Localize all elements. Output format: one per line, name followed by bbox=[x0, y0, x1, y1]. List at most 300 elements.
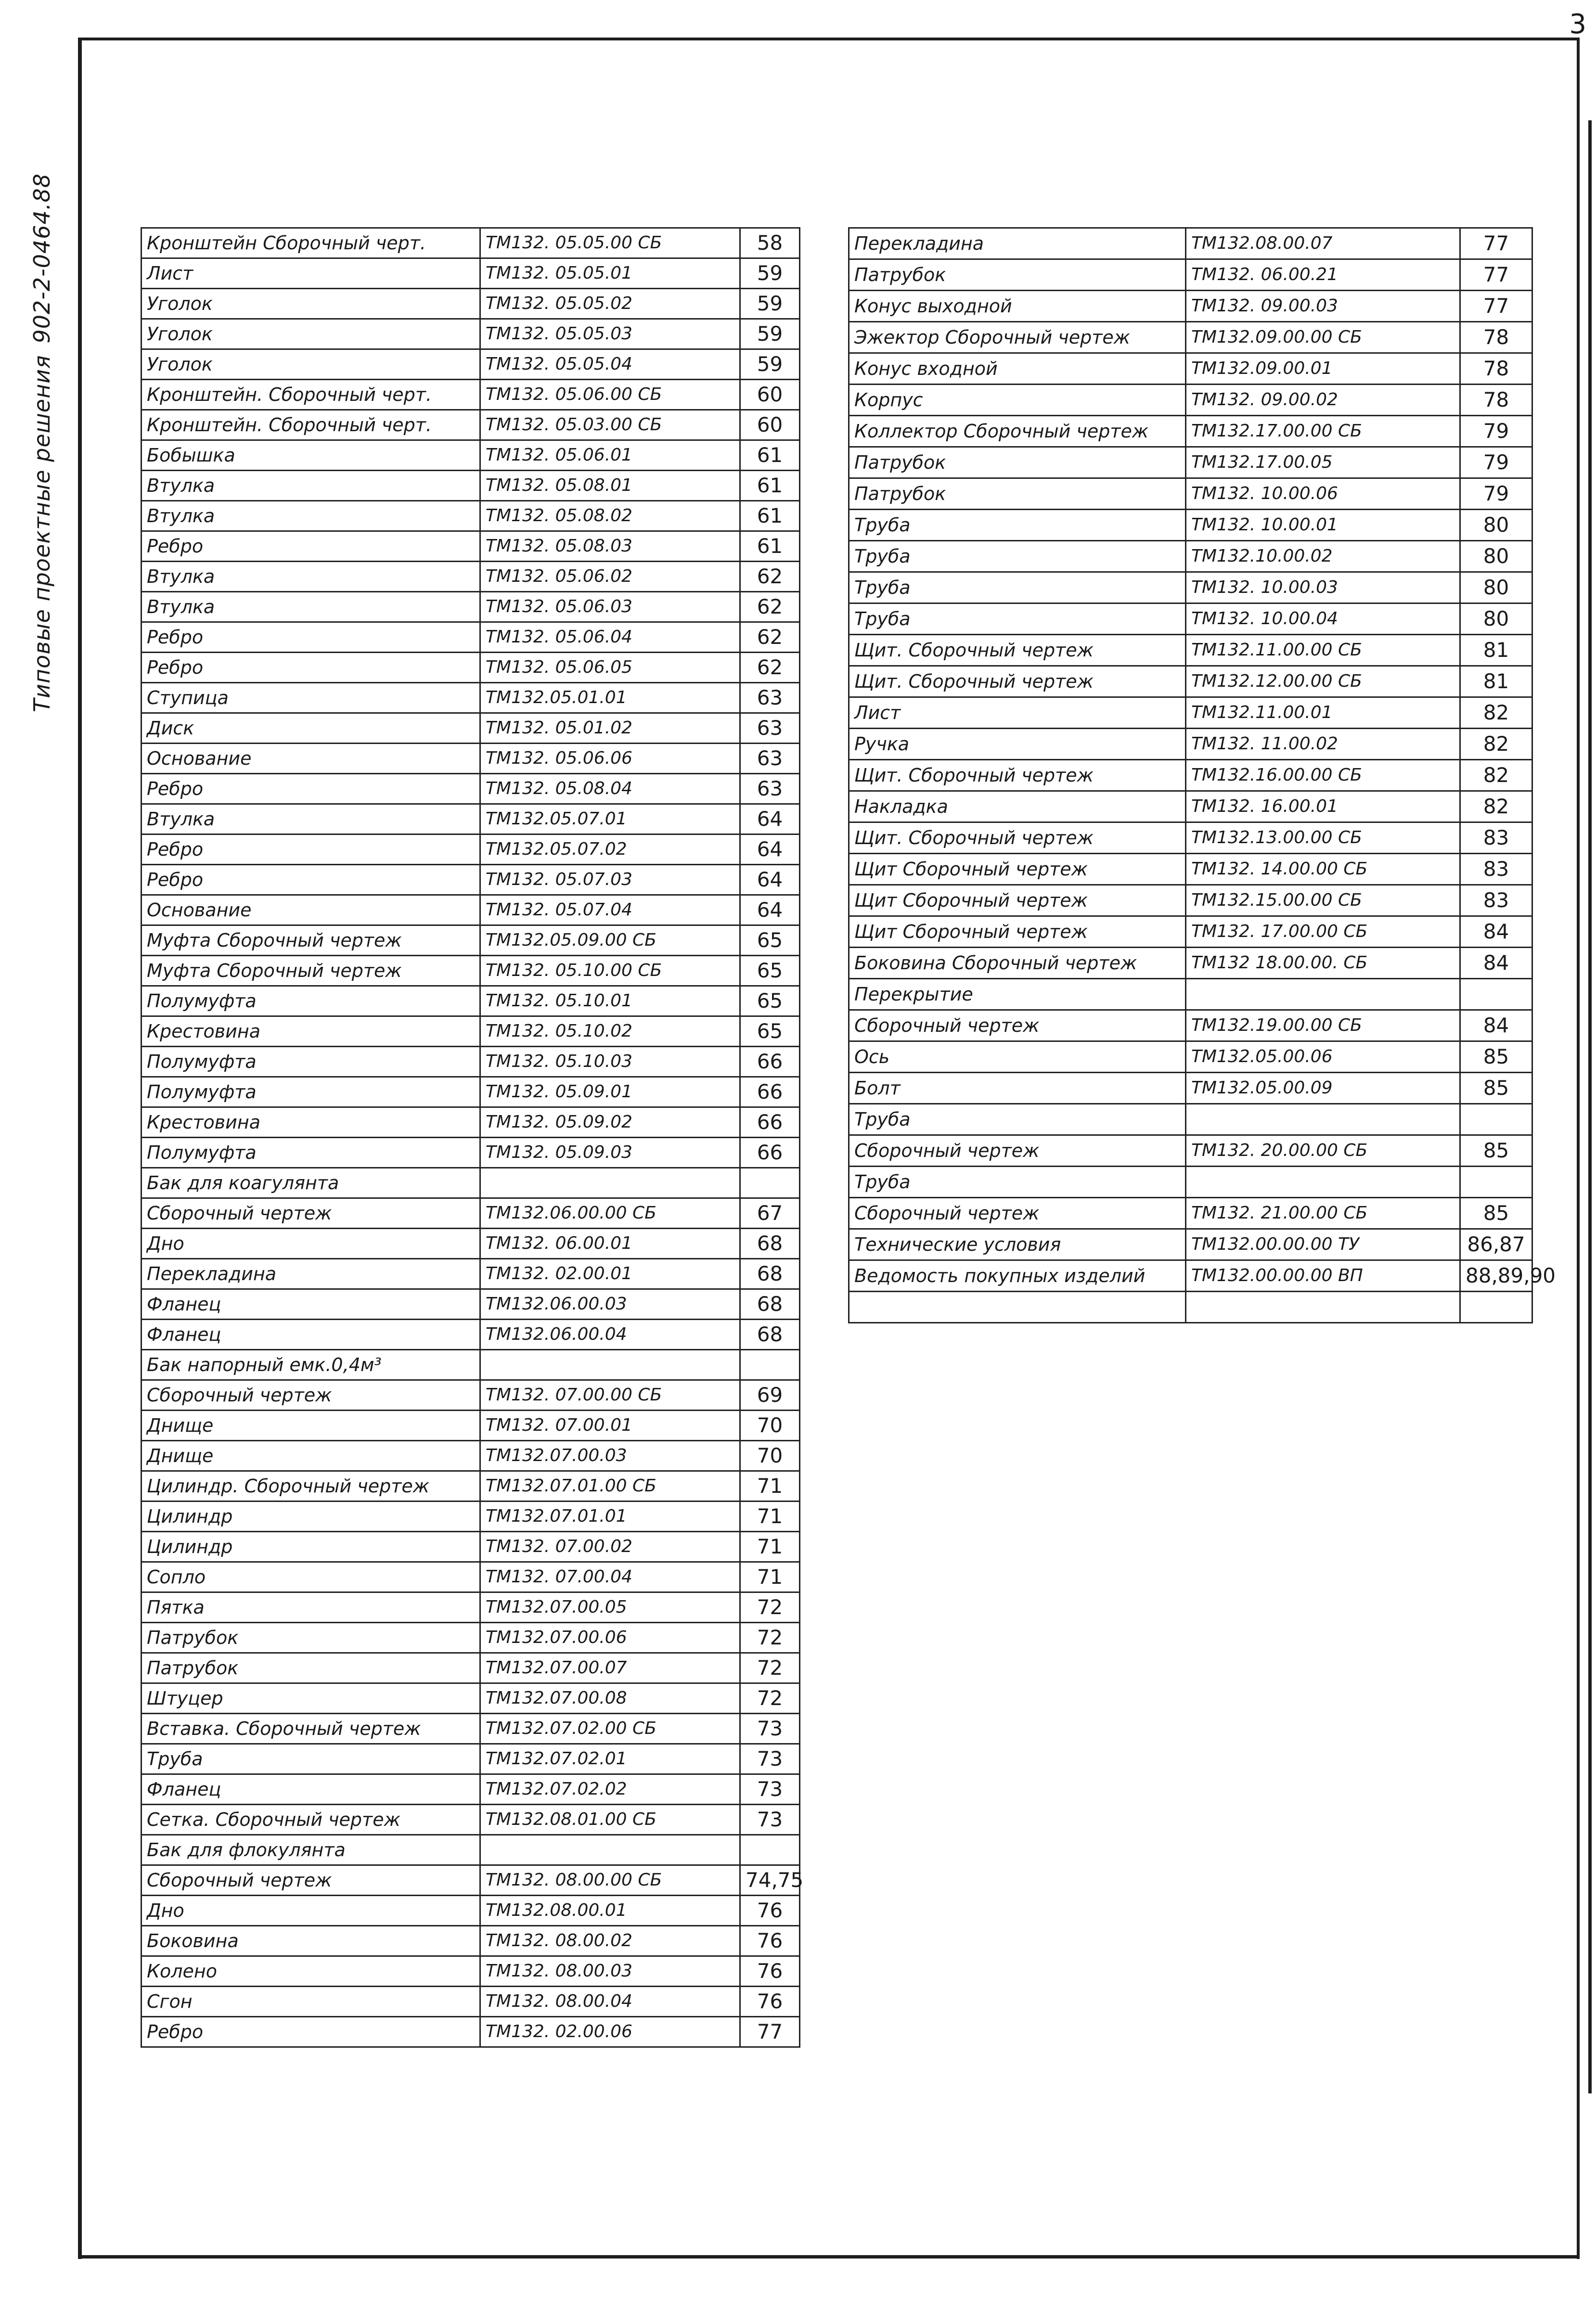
item-name: Крестовина bbox=[142, 1016, 480, 1047]
page-number: 71 bbox=[740, 1562, 800, 1592]
table-row bbox=[142, 1714, 800, 1744]
table-row bbox=[849, 541, 1532, 572]
table-row bbox=[142, 1774, 800, 1805]
side-title-block bbox=[29, 173, 55, 712]
page-number: 62 bbox=[740, 592, 800, 622]
table-row bbox=[142, 1592, 800, 1623]
page-number: 59 bbox=[740, 319, 800, 349]
page-number: 84 bbox=[1460, 916, 1532, 948]
page-number: 62 bbox=[740, 562, 800, 592]
item-name: Сетка. Сборочный чертеж bbox=[142, 1805, 480, 1835]
item-name: Дно bbox=[142, 1896, 480, 1926]
page-number: 72 bbox=[740, 1623, 800, 1653]
table-row bbox=[142, 410, 800, 440]
table-row bbox=[142, 501, 800, 531]
table-row bbox=[849, 291, 1532, 322]
page-number: 73 bbox=[740, 1744, 800, 1774]
table-row bbox=[142, 1987, 800, 2017]
item-name: Ось bbox=[849, 1041, 1186, 1073]
table-row bbox=[849, 259, 1532, 291]
drawing-code: ТМ132. 05.07.04 bbox=[480, 895, 740, 925]
page-number: 82 bbox=[1460, 760, 1532, 791]
table-row bbox=[142, 1501, 800, 1532]
drawing-code: ТМ132.08.01.00 СБ bbox=[480, 1805, 740, 1835]
item-name: Лист bbox=[142, 258, 480, 289]
page-number: 88,89,90 bbox=[1460, 1260, 1532, 1292]
item-name: Штуцер bbox=[142, 1683, 480, 1714]
table-row bbox=[142, 1653, 800, 1683]
drawing-code: ТМ132. 08.00.03 bbox=[480, 1956, 740, 1987]
frame-top-border bbox=[78, 38, 1580, 40]
item-name: Труба bbox=[849, 572, 1186, 603]
item-name: Ребро bbox=[142, 531, 480, 562]
drawing-code: ТМ132. 05.09.01 bbox=[480, 1077, 740, 1107]
drawing-code: ТМ132.06.00.03 bbox=[480, 1289, 740, 1320]
table-row bbox=[142, 1683, 800, 1714]
drawing-code: ТМ132.06.00.00 СБ bbox=[480, 1198, 740, 1229]
item-name bbox=[849, 1292, 1186, 1323]
drawing-code: ТМ132.19.00.00 СБ bbox=[1186, 1010, 1460, 1041]
page-number: 60 bbox=[740, 380, 800, 410]
table-row bbox=[142, 1956, 800, 1987]
drawing-code: ТМ132. 05.06.01 bbox=[480, 440, 740, 471]
table-row bbox=[849, 385, 1532, 416]
item-name: Труба bbox=[849, 1167, 1186, 1198]
drawing-code: ТМ132. 09.00.03 bbox=[1186, 291, 1460, 322]
page-number: 63 bbox=[740, 774, 800, 804]
table-row bbox=[142, 895, 800, 925]
page-number: 72 bbox=[740, 1592, 800, 1623]
page-number bbox=[1460, 1167, 1532, 1198]
item-name: Труба bbox=[849, 603, 1186, 635]
page-number: 76 bbox=[740, 1926, 800, 1956]
page-number: 64 bbox=[740, 865, 800, 895]
table-row bbox=[849, 635, 1532, 666]
table-row bbox=[849, 322, 1532, 353]
drawing-code: ТМ132.17.00.05 bbox=[1186, 447, 1460, 478]
drawing-code: ТМ132. 16.00.01 bbox=[1186, 791, 1460, 822]
table-row bbox=[142, 1411, 800, 1441]
item-name: Втулка bbox=[142, 501, 480, 531]
table-row bbox=[142, 1168, 800, 1198]
drawing-code: ТМ132. 05.09.02 bbox=[480, 1107, 740, 1138]
item-name: Корпус bbox=[849, 385, 1186, 416]
table-row bbox=[849, 760, 1532, 791]
table-row bbox=[849, 447, 1532, 478]
page-number: 68 bbox=[740, 1320, 800, 1350]
item-name: Днище bbox=[142, 1411, 480, 1441]
page-number: 63 bbox=[740, 713, 800, 744]
drawing-code: ТМ132.09.00.00 СБ bbox=[1186, 322, 1460, 353]
item-name: Основание bbox=[142, 744, 480, 774]
drawing-code: ТМ132.05.00.09 bbox=[1186, 1073, 1460, 1104]
page-number: 59 bbox=[740, 349, 800, 380]
item-name: Полумуфта bbox=[142, 986, 480, 1016]
page-number: 61 bbox=[740, 440, 800, 471]
page-number: 73 bbox=[740, 1805, 800, 1835]
contents-table-left bbox=[141, 227, 804, 2048]
table-row bbox=[849, 791, 1532, 822]
page-number: 82 bbox=[1460, 729, 1532, 760]
drawing-code bbox=[1186, 979, 1460, 1010]
drawing-code: ТМ132.00.00.00 ВП bbox=[1186, 1260, 1460, 1292]
table-row bbox=[849, 729, 1532, 760]
item-name: Уголок bbox=[142, 349, 480, 380]
page-number: 77 bbox=[1460, 259, 1532, 291]
item-name: Втулка bbox=[142, 804, 480, 834]
page-number bbox=[1460, 1292, 1532, 1323]
table-row bbox=[142, 228, 800, 258]
table-row bbox=[142, 1441, 800, 1471]
table-row bbox=[142, 562, 800, 592]
item-name: Основание bbox=[142, 895, 480, 925]
item-name: Втулка bbox=[142, 562, 480, 592]
drawing-code: ТМ132. 07.00.00 СБ bbox=[480, 1380, 740, 1411]
item-name: Перекладина bbox=[849, 228, 1186, 259]
drawing-code: ТМ132. 10.00.03 bbox=[1186, 572, 1460, 603]
table-row bbox=[142, 1380, 800, 1411]
item-name: Патрубок bbox=[849, 478, 1186, 510]
drawing-code bbox=[1186, 1167, 1460, 1198]
page-number: 78 bbox=[1460, 385, 1532, 416]
drawing-code: ТМ132. 05.06.00 СБ bbox=[480, 380, 740, 410]
item-name: Ребро bbox=[142, 622, 480, 653]
item-name: Втулка bbox=[142, 592, 480, 622]
table-row bbox=[142, 713, 800, 744]
page-number: 82 bbox=[1460, 697, 1532, 729]
page-number: 59 bbox=[740, 258, 800, 289]
table-row bbox=[849, 1073, 1532, 1104]
page-number: 68 bbox=[740, 1289, 800, 1320]
page-number: 84 bbox=[1460, 1010, 1532, 1041]
drawing-code: ТМ132 18.00.00. СБ bbox=[1186, 948, 1460, 979]
table-row bbox=[142, 1744, 800, 1774]
page-number: 64 bbox=[740, 895, 800, 925]
drawing-code: ТМ132. 10.00.04 bbox=[1186, 603, 1460, 635]
item-name: Труба bbox=[142, 1744, 480, 1774]
table-row bbox=[849, 478, 1532, 510]
drawing-code: ТМ132.07.00.05 bbox=[480, 1592, 740, 1623]
table-row bbox=[142, 804, 800, 834]
item-name: Сборочный чертеж bbox=[142, 1380, 480, 1411]
item-name: Цилиндр bbox=[142, 1532, 480, 1562]
item-name: Днище bbox=[142, 1441, 480, 1471]
drawing-code: ТМ132. 05.08.02 bbox=[480, 501, 740, 531]
table-row bbox=[142, 1320, 800, 1350]
page-number bbox=[740, 1835, 800, 1865]
item-name: Фланец bbox=[142, 1289, 480, 1320]
item-name: Полумуфта bbox=[142, 1047, 480, 1077]
drawing-code: ТМ132. 05.05.04 bbox=[480, 349, 740, 380]
table-row bbox=[849, 1292, 1532, 1323]
drawing-code: ТМ132.09.00.01 bbox=[1186, 353, 1460, 385]
item-name: Патрубок bbox=[142, 1653, 480, 1683]
drawing-code: ТМ132. 02.00.06 bbox=[480, 2017, 740, 2047]
page-number: 77 bbox=[1460, 291, 1532, 322]
drawing-code: ТМ132. 05.06.03 bbox=[480, 592, 740, 622]
page-number: 85 bbox=[1460, 1041, 1532, 1073]
page-number: 74,75 bbox=[740, 1865, 800, 1896]
drawing-code bbox=[480, 1168, 740, 1198]
page-number: 70 bbox=[740, 1441, 800, 1471]
item-name: Ребро bbox=[142, 834, 480, 865]
page-number: 64 bbox=[740, 804, 800, 834]
page-number: 83 bbox=[1460, 854, 1532, 885]
page-number: 67 bbox=[740, 1198, 800, 1229]
page-number: 85 bbox=[1460, 1073, 1532, 1104]
drawing-code: ТМ132. 07.00.02 bbox=[480, 1532, 740, 1562]
drawing-code bbox=[1186, 1292, 1460, 1323]
page-number: 65 bbox=[740, 956, 800, 986]
table-row bbox=[849, 510, 1532, 541]
drawing-code: ТМ132.07.02.02 bbox=[480, 1774, 740, 1805]
table-row bbox=[849, 916, 1532, 948]
drawing-code: ТМ132. 05.06.05 bbox=[480, 653, 740, 683]
item-name: Щит. Сборочный чертеж bbox=[849, 635, 1186, 666]
item-name: Кронштейн Сборочный черт. bbox=[142, 228, 480, 258]
page-number: 62 bbox=[740, 622, 800, 653]
table-row bbox=[142, 1471, 800, 1501]
table-row bbox=[142, 1289, 800, 1320]
page-number: 84 bbox=[1460, 948, 1532, 979]
page-number: 61 bbox=[740, 471, 800, 501]
item-name: Патрубок bbox=[849, 259, 1186, 291]
item-name: Щит Сборочный чертеж bbox=[849, 885, 1186, 916]
page-number: 63 bbox=[740, 683, 800, 713]
item-name: Муфта Сборочный чертеж bbox=[142, 925, 480, 956]
drawing-code: ТМ132.08.00.01 bbox=[480, 1896, 740, 1926]
item-name: Колено bbox=[142, 1956, 480, 1987]
item-name: Щит. Сборочный чертеж bbox=[849, 666, 1186, 697]
frame-left-border bbox=[78, 38, 82, 2259]
table-row bbox=[142, 380, 800, 410]
drawing-code: ТМ132. 06.00.01 bbox=[480, 1229, 740, 1259]
drawing-code: ТМ132. 17.00.00 СБ bbox=[1186, 916, 1460, 948]
page-number: 63 bbox=[740, 744, 800, 774]
table-row bbox=[142, 1198, 800, 1229]
page-number: 65 bbox=[740, 1016, 800, 1047]
item-name: Уголок bbox=[142, 289, 480, 319]
page-number: 68 bbox=[740, 1259, 800, 1289]
item-name: Сборочный чертеж bbox=[849, 1198, 1186, 1229]
page-number bbox=[1460, 979, 1532, 1010]
drawing-code: ТМ132. 05.07.03 bbox=[480, 865, 740, 895]
page-number: 62 bbox=[740, 653, 800, 683]
item-name: Сгон bbox=[142, 1987, 480, 2017]
item-name: Конус выходной bbox=[849, 291, 1186, 322]
drawing-code: ТМ132.13.00.00 СБ bbox=[1186, 822, 1460, 854]
drawing-code: ТМ132.05.09.00 СБ bbox=[480, 925, 740, 956]
drawing-code: ТМ132.05.00.06 bbox=[1186, 1041, 1460, 1073]
page-number: 79 bbox=[1460, 447, 1532, 478]
item-name: Патрубок bbox=[142, 1623, 480, 1653]
page-number: 73 bbox=[740, 1714, 800, 1744]
drawing-code: ТМ132. 09.00.02 bbox=[1186, 385, 1460, 416]
drawing-code: ТМ132.08.00.07 bbox=[1186, 228, 1460, 259]
drawing-code: ТМ132.11.00.00 СБ bbox=[1186, 635, 1460, 666]
item-name: Диск bbox=[142, 713, 480, 744]
page-number: 81 bbox=[1460, 635, 1532, 666]
item-name: Труба bbox=[849, 541, 1186, 572]
drawing-code: ТМ132. 05.06.06 bbox=[480, 744, 740, 774]
drawing-code: ТМ132. 08.00.00 СБ bbox=[480, 1865, 740, 1896]
drawing-code: ТМ132. 05.08.04 bbox=[480, 774, 740, 804]
item-name: Фланец bbox=[142, 1774, 480, 1805]
page-number: 71 bbox=[740, 1532, 800, 1562]
page-number: 83 bbox=[1460, 885, 1532, 916]
item-name: Перекрытие bbox=[849, 979, 1186, 1010]
table-row bbox=[142, 258, 800, 289]
table-row bbox=[142, 531, 800, 562]
item-name: Сопло bbox=[142, 1562, 480, 1592]
item-name: Бак напорный емк.0,4м³ bbox=[142, 1350, 480, 1380]
table-row bbox=[142, 1107, 800, 1138]
drawing-code: ТМ132. 05.06.04 bbox=[480, 622, 740, 653]
table-row bbox=[849, 1041, 1532, 1073]
table-row bbox=[849, 1135, 1532, 1167]
table-row bbox=[142, 1259, 800, 1289]
sheet-number: 3 bbox=[1569, 9, 1586, 40]
page-number: 80 bbox=[1460, 603, 1532, 635]
frame-right-border bbox=[1577, 38, 1580, 2259]
item-name: Болт bbox=[849, 1073, 1186, 1104]
drawing-code: ТМ132. 05.10.03 bbox=[480, 1047, 740, 1077]
drawing-code: ТМ132.05.07.01 bbox=[480, 804, 740, 834]
drawing-code: ТМ132.07.01.00 СБ bbox=[480, 1471, 740, 1501]
item-name: Щит. Сборочный чертеж bbox=[849, 822, 1186, 854]
drawing-code: ТМ132. 02.00.01 bbox=[480, 1259, 740, 1289]
item-name: Ребро bbox=[142, 653, 480, 683]
page-number: 71 bbox=[740, 1471, 800, 1501]
page-number: 65 bbox=[740, 925, 800, 956]
table-row bbox=[142, 683, 800, 713]
drawing-code: ТМ132.07.00.07 bbox=[480, 1653, 740, 1683]
item-name: Сборочный чертеж bbox=[849, 1135, 1186, 1167]
item-name: Сборочный чертеж bbox=[142, 1198, 480, 1229]
item-name: Перекладина bbox=[142, 1259, 480, 1289]
item-name: Сборочный чертеж bbox=[849, 1010, 1186, 1041]
drawing-code bbox=[480, 1350, 740, 1380]
drawing-code: ТМ132. 08.00.02 bbox=[480, 1926, 740, 1956]
page-number: 77 bbox=[1460, 228, 1532, 259]
table-row bbox=[142, 349, 800, 380]
page-number: 59 bbox=[740, 289, 800, 319]
page-number: 60 bbox=[740, 410, 800, 440]
item-name: Крестовина bbox=[142, 1107, 480, 1138]
drawing-code: ТМ132. 05.03.00 СБ bbox=[480, 410, 740, 440]
table-row bbox=[142, 1350, 800, 1380]
drawing-code bbox=[480, 1835, 740, 1865]
side-code: 902-2-0464.88 bbox=[29, 173, 55, 344]
item-name: Втулка bbox=[142, 471, 480, 501]
table-row bbox=[849, 1229, 1532, 1260]
drawing-code: ТМ132. 11.00.02 bbox=[1186, 729, 1460, 760]
drawing-code: ТМ132.07.02.01 bbox=[480, 1744, 740, 1774]
page-number: 80 bbox=[1460, 541, 1532, 572]
page-number: 72 bbox=[740, 1683, 800, 1714]
table-row bbox=[142, 925, 800, 956]
item-name: Коллектор Сборочный чертеж bbox=[849, 416, 1186, 447]
item-name: Боковина bbox=[142, 1926, 480, 1956]
drawing-code: ТМ132.07.00.08 bbox=[480, 1683, 740, 1714]
table-row bbox=[142, 1047, 800, 1077]
item-name: Дно bbox=[142, 1229, 480, 1259]
table-row bbox=[142, 1896, 800, 1926]
item-name: Пятка bbox=[142, 1592, 480, 1623]
drawing-code: ТМ132.12.00.00 СБ bbox=[1186, 666, 1460, 697]
table-row bbox=[849, 979, 1532, 1010]
drawing-code: ТМ132.06.00.04 bbox=[480, 1320, 740, 1350]
drawing-code: ТМ132. 05.05.03 bbox=[480, 319, 740, 349]
page-number: 61 bbox=[740, 501, 800, 531]
table-row bbox=[142, 1926, 800, 1956]
drawing-code: ТМ132.16.00.00 СБ bbox=[1186, 760, 1460, 791]
drawing-code: ТМ132. 05.05.01 bbox=[480, 258, 740, 289]
drawing-code: ТМ132. 05.08.03 bbox=[480, 531, 740, 562]
drawing-code: ТМ132. 05.08.01 bbox=[480, 471, 740, 501]
item-name: Бобышка bbox=[142, 440, 480, 471]
drawing-code: ТМ132.11.00.01 bbox=[1186, 697, 1460, 729]
drawing-code: ТМ132. 05.06.02 bbox=[480, 562, 740, 592]
drawing-code: ТМ132. 05.10.02 bbox=[480, 1016, 740, 1047]
table-row bbox=[142, 1532, 800, 1562]
drawing-code: ТМ132. 05.01.02 bbox=[480, 713, 740, 744]
item-name: Вставка. Сборочный чертеж bbox=[142, 1714, 480, 1744]
table-row bbox=[142, 865, 800, 895]
drawing-code: ТМ132. 21.00.00 СБ bbox=[1186, 1198, 1460, 1229]
page-number: 76 bbox=[740, 1987, 800, 2017]
drawing-code: ТМ132. 05.05.02 bbox=[480, 289, 740, 319]
table-row bbox=[142, 1016, 800, 1047]
drawing-code bbox=[1186, 1104, 1460, 1135]
page-number: 76 bbox=[740, 1956, 800, 1987]
item-name: Эжектор Сборочный чертеж bbox=[849, 322, 1186, 353]
drawing-code: ТМ132. 08.00.04 bbox=[480, 1987, 740, 2017]
table-row bbox=[849, 1198, 1532, 1229]
table-row bbox=[849, 1260, 1532, 1292]
item-name: Щит Сборочный чертеж bbox=[849, 854, 1186, 885]
table-row bbox=[142, 592, 800, 622]
page-number: 78 bbox=[1460, 322, 1532, 353]
drawing-code: ТМ132. 05.10.00 СБ bbox=[480, 956, 740, 986]
drawing-code: ТМ132. 05.09.03 bbox=[480, 1138, 740, 1168]
item-name: Бак для коагулянта bbox=[142, 1168, 480, 1198]
table-row bbox=[849, 572, 1532, 603]
drawing-code: ТМ132.05.07.02 bbox=[480, 834, 740, 865]
drawing-code: ТМ132.10.00.02 bbox=[1186, 541, 1460, 572]
drawing-code: ТМ132.07.00.06 bbox=[480, 1623, 740, 1653]
item-name: Цилиндр bbox=[142, 1501, 480, 1532]
drawing-code: ТМ132.07.01.01 bbox=[480, 1501, 740, 1532]
page-number: 78 bbox=[1460, 353, 1532, 385]
page-number: 83 bbox=[1460, 822, 1532, 854]
drawing-code: ТМ132. 07.00.04 bbox=[480, 1562, 740, 1592]
table-row bbox=[849, 603, 1532, 635]
page-number: 77 bbox=[740, 2017, 800, 2047]
table-row bbox=[849, 822, 1532, 854]
table-row bbox=[849, 1167, 1532, 1198]
page-number: 61 bbox=[740, 531, 800, 562]
page-number bbox=[1460, 1104, 1532, 1135]
page-number: 71 bbox=[740, 1501, 800, 1532]
table-row bbox=[142, 2017, 800, 2047]
table-row bbox=[849, 228, 1532, 259]
item-name: Труба bbox=[849, 510, 1186, 541]
table-row bbox=[142, 834, 800, 865]
page-number: 79 bbox=[1460, 416, 1532, 447]
drawing-code: ТМ132.07.02.00 СБ bbox=[480, 1714, 740, 1744]
drawing-code: ТМ132. 07.00.01 bbox=[480, 1411, 740, 1441]
